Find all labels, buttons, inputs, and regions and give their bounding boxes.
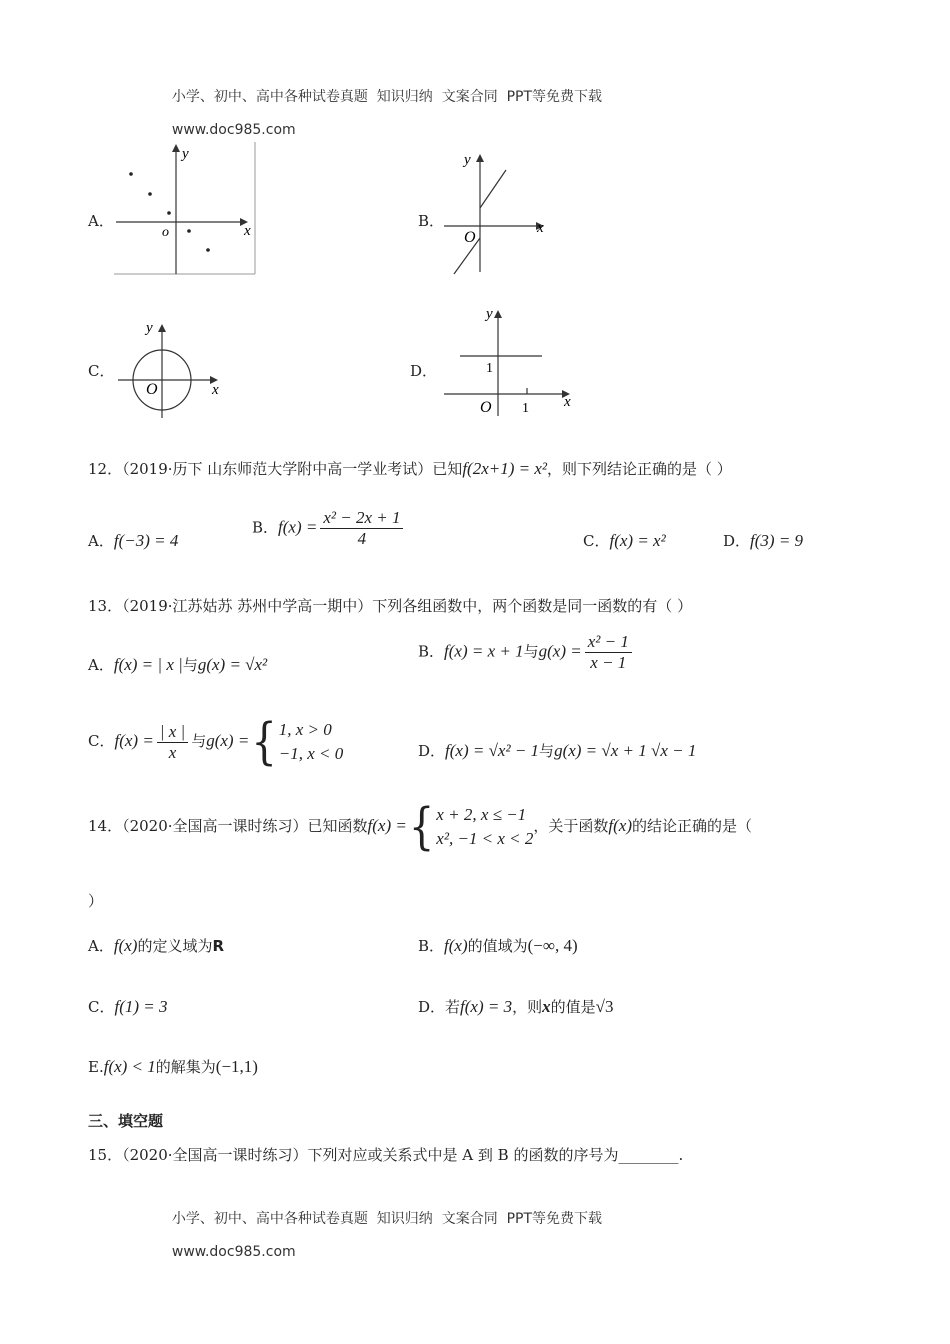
q14-stem-mid: ，关于函数 <box>533 817 609 835</box>
q14-a-label: A． <box>88 937 114 955</box>
q14-option-a <box>88 935 224 956</box>
q14-e-f: f(x) < 1 <box>103 1057 156 1076</box>
q14-e-label: E. <box>88 1058 104 1076</box>
q12-b-lhs: f(x) = <box>278 517 318 537</box>
header-text: 小学、初中、高中各种试卷真题 知识归纳 文案合同 PPT等免费下载 <box>171 89 603 105</box>
q13-option-d <box>418 740 696 761</box>
page-header <box>163 70 602 138</box>
option-a-label: A． <box>88 212 114 230</box>
q12-a-expr: f(−3) = 4 <box>113 531 179 550</box>
option-d-label: D． <box>410 362 438 380</box>
q14-case1: x + 2, x ≤ −1 <box>436 805 527 824</box>
q14-d-f: f(x) = 3 <box>460 997 513 1016</box>
q14-d-text: 的值是 <box>550 998 596 1016</box>
q12-c-expr: f(x) = x² <box>609 531 666 550</box>
q14-d-val: √3 <box>595 997 614 1016</box>
graph-a-origin-label: o <box>162 225 169 240</box>
graph-b <box>440 150 555 276</box>
q14-option-e <box>88 1056 258 1077</box>
option-b-label: B． <box>418 212 445 230</box>
header-url: www.doc985.com <box>171 122 296 138</box>
graph-a-x-label: x <box>244 223 251 239</box>
graph-b-origin-label: O <box>464 229 476 246</box>
q13-c-f-numerator: | x | <box>157 722 188 743</box>
q12-stem <box>88 458 732 479</box>
q13-c-and: 与 <box>191 732 207 750</box>
q12-d-label: D． <box>723 532 751 550</box>
q14-b-f: f(x) <box>444 936 468 955</box>
footer-text: 小学、初中、高中各种试卷真题 知识归纳 文案合同 PPT等免费下载 <box>171 1211 603 1227</box>
q12-option-b <box>252 508 406 549</box>
q13-c-label: C． <box>88 732 115 750</box>
q14-stem: 14．（2020·全国高一课时练习）已知函数f(x) ={ x + 2, x ≤ −1 x², −1 < x < 2 ，关于函数f(x)的结论正确的是（ <box>88 798 753 856</box>
q12-c-label: C． <box>583 532 610 550</box>
graph-c-x-label: x <box>212 382 219 398</box>
q14-stem-pre: 14．（2020·全国高一课时练习）已知函数 <box>88 817 368 835</box>
q14-a-f: f(x) <box>113 936 138 955</box>
section-3-title: 三、填空题 <box>88 1112 164 1130</box>
q12-option-d <box>723 530 803 551</box>
q14-f-lhs: f(x) = <box>367 816 407 835</box>
q13-c-f-denominator: x <box>168 742 177 762</box>
q14-d-pre: 若 <box>445 998 461 1016</box>
q12-stem-pre: 12．（2019·历下 山东师范大学附中高一学业考试）已知 <box>88 460 463 478</box>
graph-d-y-label: y <box>486 306 493 322</box>
q13-d-and: 与 <box>539 742 555 760</box>
q13-a-label: A． <box>88 656 114 674</box>
graph-c <box>112 318 227 430</box>
graph-b-x-label: x <box>537 220 544 236</box>
graph-c-y-label: y <box>146 320 153 336</box>
graph-d-x-label: x <box>564 394 571 410</box>
q14-case2: x², −1 < x < 2 <box>436 829 534 848</box>
graph-d-origin-label: O <box>480 399 492 416</box>
q12-condition: f(2x+1) = x² <box>462 459 547 478</box>
q14-b-text: 的值域为 <box>467 937 528 955</box>
q13-b-g-numerator: x² − 1 <box>585 632 632 653</box>
graph-d-tick-x: 1 <box>522 401 529 416</box>
q14-b-val: (−∞, 4) <box>527 936 578 955</box>
q14-option-c <box>88 996 168 1017</box>
q13-b-label: B． <box>418 642 445 661</box>
q12-b-denominator: 4 <box>357 529 367 548</box>
q14-a-text: 的定义域为 <box>137 937 213 955</box>
q13-b-and: 与 <box>523 642 539 661</box>
q13-b-g-denominator: x − 1 <box>590 653 627 672</box>
q12-b-label: B． <box>252 518 279 537</box>
graph-d-tick-y: 1 <box>486 361 493 376</box>
q12-option-a <box>88 530 178 551</box>
q15-stem: 15．（2020·全国高一课时练习）下列对应或关系式中是 A 到 B 的函数的序号为________. <box>88 1146 684 1164</box>
q14-option-b <box>418 935 578 956</box>
q13-a-and: 与 <box>182 656 198 674</box>
q13-d-g: g(x) = √x + 1 √x − 1 <box>554 741 697 760</box>
q13-c-g-case1: 1, x > 0 <box>278 720 332 739</box>
graph-a-y-label: y <box>182 146 189 162</box>
q12-a-label: A． <box>88 532 114 550</box>
option-c-label: C． <box>88 362 115 380</box>
q13-c-f-lhs: f(x) = <box>114 731 154 750</box>
q12-option-c <box>583 530 666 551</box>
q14-stem-post: 的结论正确的是（ <box>632 817 753 835</box>
q13-b-f: f(x) = x + 1 <box>444 641 524 661</box>
q14-e-text: 的解集为 <box>155 1058 216 1076</box>
q14-c-expr: f(1) = 3 <box>114 997 168 1016</box>
graph-a <box>112 140 262 278</box>
q13-a-g: g(x) = √x² <box>197 655 268 674</box>
q14-fx: f(x) <box>608 816 633 835</box>
q13-d-f: f(x) = √x² − 1 <box>445 741 540 760</box>
q14-d-label: D． <box>418 998 446 1016</box>
q14-d-x: x <box>542 997 551 1016</box>
q12-b-numerator: x² − 2x + 1 <box>320 508 403 529</box>
q12-stem-post: ，则下列结论正确的是（ ） <box>547 460 732 478</box>
q14-c-label: C． <box>88 998 115 1016</box>
q14-stem-end: ） <box>88 892 104 910</box>
graph-c-origin-label: O <box>146 381 158 398</box>
q14-option-d <box>418 996 613 1017</box>
q14-a-R: R <box>212 937 225 955</box>
q14-b-label: B． <box>418 937 445 955</box>
graph-b-y-label: y <box>464 152 471 168</box>
q14-e-val: (−1,1) <box>215 1057 258 1076</box>
q13-c-g-lhs: g(x) = <box>206 731 250 750</box>
q13-option-a <box>88 654 267 675</box>
page-footer <box>163 1192 602 1260</box>
q13-d-label: D． <box>418 742 446 760</box>
q13-b-g-lhs: g(x) = <box>538 641 582 661</box>
q13-a-f: f(x) = | x | <box>113 655 183 674</box>
q14-d-mid: ，则 <box>512 998 543 1016</box>
footer-url: www.doc985.com <box>171 1244 296 1260</box>
q13-option-c: C．f(x) = $\frac{| x |}{x}$ 与g(x) ={ 1, x > 0 −1, x < 0 <box>88 713 344 771</box>
q13-stem: 13．（2019·江苏姑苏 苏州中学高一期中）下列各组函数中，两个函数是同一函数的有（ ） <box>88 597 693 615</box>
graph-d <box>440 304 575 420</box>
q12-d-expr: f(3) = 9 <box>750 531 804 550</box>
q13-c-g-case2: −1, x < 0 <box>278 744 344 763</box>
q13-option-b <box>418 632 635 673</box>
